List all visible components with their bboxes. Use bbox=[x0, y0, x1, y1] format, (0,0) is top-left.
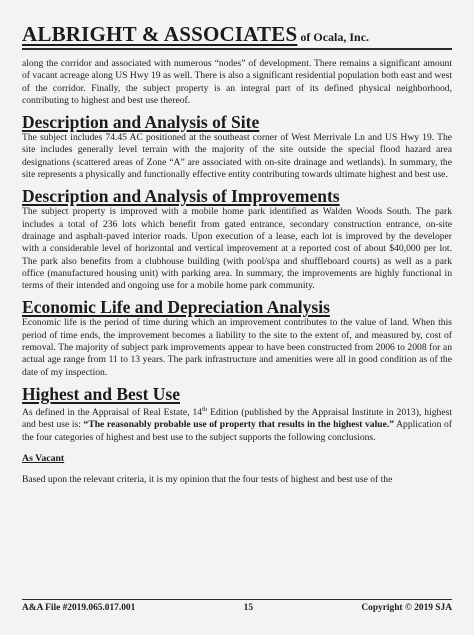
company-suffix: of Ocala, Inc. bbox=[300, 30, 370, 44]
company-name: ALBRIGHT & ASSOCIATES bbox=[22, 22, 298, 46]
hbu-text-c: Application of the four categories of highest and best use to the subject supports the following conclusions. bbox=[22, 419, 452, 443]
hbu-text-a: As defined in the Appraisal of Real Estate, 14 bbox=[22, 407, 203, 419]
letterhead bbox=[22, 22, 452, 50]
page-number: 15 bbox=[243, 603, 254, 613]
highest-best-use-paragraph bbox=[22, 404, 452, 444]
hbu-superscript: th bbox=[202, 405, 208, 413]
economic-life-paragraph: Economic life is the period of time during which an improvement contributes to the value of land. When this period of time ends, the improvement becomes a liability to the site to the extent of, and measured by, cost of removal. The majority of subject park improvements appear to have been constructed from 2006 to 2008 for an actual age range from 11 to 13 years. The park infrastructure and amenities were all in good condition as of the date of my inspection. bbox=[22, 317, 452, 378]
page-footer bbox=[22, 599, 452, 613]
copyright-notice: Copyright © 2019 SJA bbox=[361, 603, 452, 613]
document-body bbox=[22, 58, 452, 486]
hbu-text-b: Edition (published by the Appraisal Institute in 2013), highest and best use is: bbox=[22, 407, 452, 431]
economic-life-heading: Economic Life and Depreciation Analysis bbox=[22, 297, 330, 318]
as-vacant-subheading: As Vacant bbox=[22, 453, 65, 465]
highest-best-use-heading: Highest and Best Use bbox=[22, 383, 180, 404]
site-paragraph: The subject includes 74.45 AC positioned at the southeast corner of West Merrivale Ln and US Hwy 19. The site includes generally level terrain with the majority of the site outside the special flood hazard area designations (scattered areas of Zone “A” are associated with on-site drainage and wetlands). In summary, the site represents a physically and functionally effective entity contributing towards ultimate highest and best use. bbox=[22, 132, 452, 181]
intro-paragraph: along the corridor and associated with numerous “nodes” of development. There remains a significant amount of vacant acreage along US Hwy 19 as well. There is also a significant residential population both east and west of the corridor. Finally, the subject property is an integral part of its defined physical neighborhood, contributing to highest and best use thereof. bbox=[22, 58, 452, 106]
improvements-heading: Description and Analysis of Improvements bbox=[22, 186, 340, 207]
improvements-paragraph: The subject property is improved with a mobile home park identified as Walden Woods South. The park includes a total of 236 lots which benefit from gated entrance, secondary construction entrance, on-site drainage and asphalt-paved interior roads. Upon execution of a lease, each lot is improved by the developer with a considerable level of horizontal and vertical improvement at a reported cost of about $40,000 per lot. The park also benefits from a clubhouse building (with pool/spa and shuffleboard courts) as well as a park office (manufactured housing unit) with parking area. In summary, the improvements are highly functional in terms of their intended and ongoing use for a mobile home park community. bbox=[22, 206, 452, 292]
site-heading: Description and Analysis of Site bbox=[22, 112, 260, 133]
hbu-definition-quote: “The reasonably probable use of property that results in the highest value.” bbox=[83, 419, 395, 431]
file-number: A&A File #2019.065.017.001 bbox=[22, 603, 136, 613]
as-vacant-paragraph: Based upon the relevant criteria, it is my opinion that the four tests of highest and best use of the bbox=[22, 474, 393, 486]
